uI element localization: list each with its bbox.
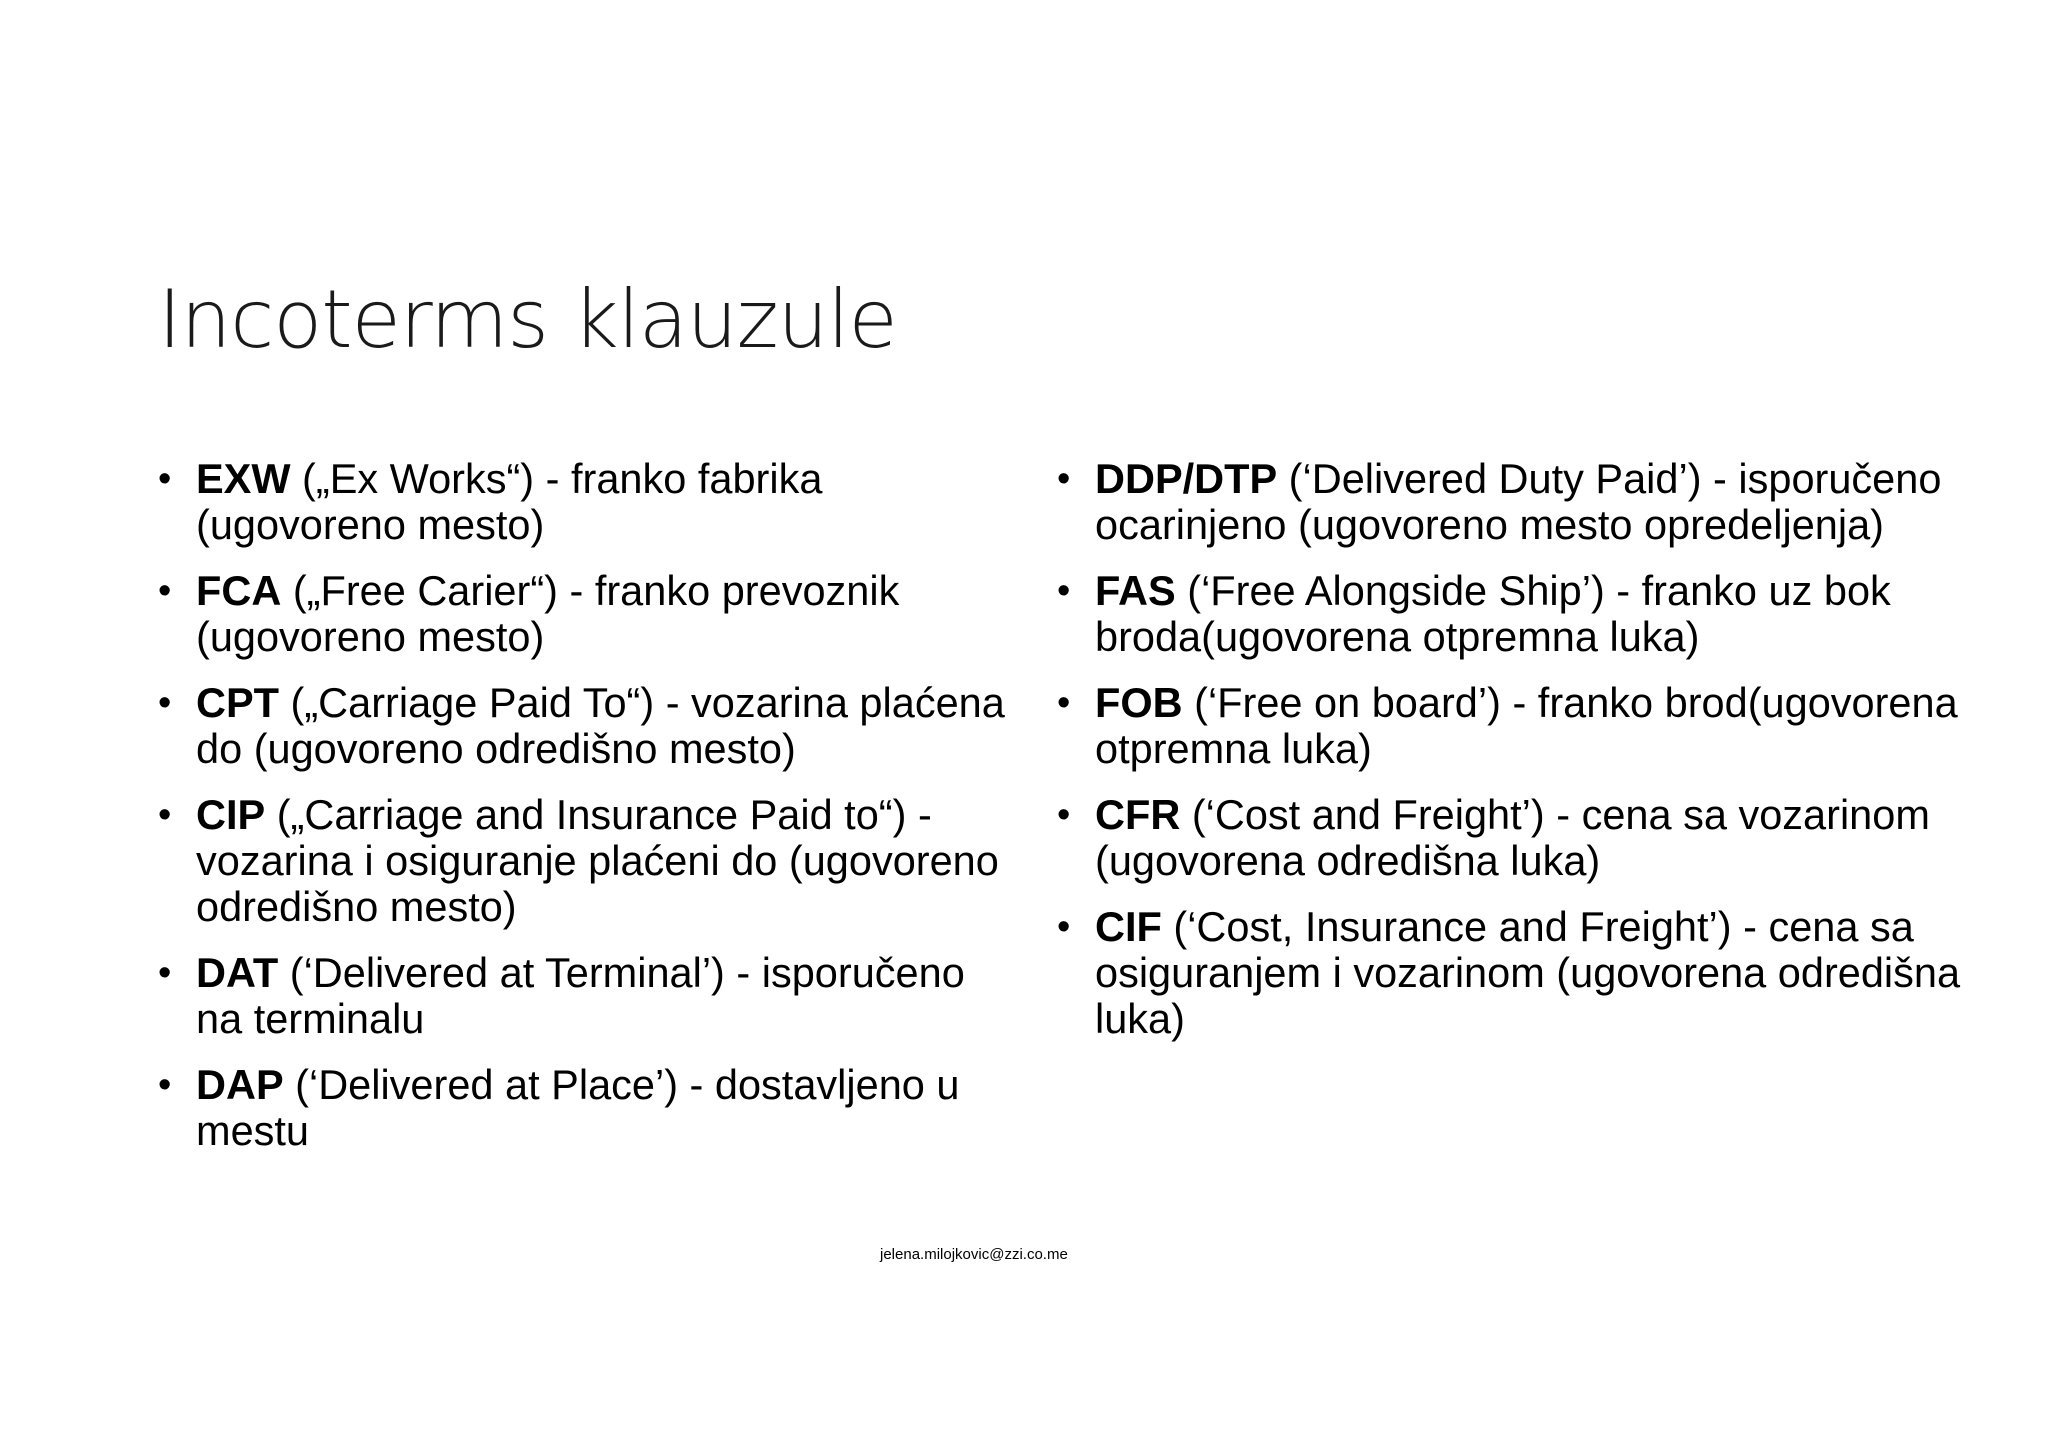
- list-item-dat: [158, 950, 1018, 1042]
- bullet-icon: •: [1057, 682, 1071, 724]
- term-description: (‘Cost and Freight’) - cena sa vozarinom (ugovorena odredišna luka): [1095, 791, 1930, 884]
- list-item-fob: [1057, 680, 2017, 772]
- list-item-cfr: [1057, 792, 2017, 884]
- term-code: CFR: [1095, 791, 1181, 838]
- bullet-icon: •: [1057, 570, 1071, 612]
- incoterms-list-right: [1057, 456, 2017, 1062]
- bullet-icon: •: [1057, 906, 1071, 948]
- term-description: („Carriage and Insurance Paid to“) - vozarina i osiguranje plaćeni do (ugovoreno odredišno mesto): [196, 791, 999, 930]
- list-item-exw: [158, 456, 1018, 548]
- term-description: (‘Cost, Insurance and Freight’) - cena sa osiguranjem i vozarinom (ugovorena odredišna luka): [1095, 903, 1961, 1042]
- term-code: CIF: [1095, 903, 1162, 950]
- term-description: (‘Delivered Duty Paid’) - isporučeno ocarinjeno (ugovoreno mesto opredeljenja): [1095, 455, 1942, 548]
- bullet-icon: •: [158, 952, 172, 994]
- footer-email: jelena.milojkovic@zzi.co.me: [880, 1246, 1068, 1263]
- list-item-fas: [1057, 568, 2017, 660]
- bullet-icon: •: [1057, 794, 1071, 836]
- term-description: („Ex Works“) - franko fabrika (ugovoreno mesto): [196, 455, 823, 548]
- term-code: FOB: [1095, 679, 1183, 726]
- term-code: CIP: [196, 791, 266, 838]
- term-description: (‘Delivered at Place’) - dostavljeno u mestu: [196, 1061, 960, 1154]
- bullet-icon: •: [1057, 458, 1071, 500]
- bullet-icon: •: [158, 682, 172, 724]
- list-item-cif: [1057, 904, 2017, 1042]
- term-description: (‘Free on board’) - franko brod(ugovorena otpremna luka): [1095, 679, 1958, 772]
- list-item-cpt: [158, 680, 1018, 772]
- term-description: (‘Delivered at Terminal’) - isporučeno na terminalu: [196, 949, 965, 1042]
- term-description: („Free Carier“) - franko prevoznik (ugovoreno mesto): [196, 567, 900, 660]
- term-code: CPT: [196, 679, 279, 726]
- list-item-dap: [158, 1062, 1018, 1154]
- list-item-cip: [158, 792, 1018, 930]
- term-code: FCA: [196, 567, 282, 614]
- term-code: DAT: [196, 949, 279, 996]
- bullet-icon: •: [158, 458, 172, 500]
- incoterms-list-left: [158, 456, 1018, 1174]
- term-code: FAS: [1095, 567, 1176, 614]
- term-description: („Carriage Paid To“) - vozarina plaćena do (ugovoreno odredišno mesto): [196, 679, 1005, 772]
- bullet-icon: •: [158, 570, 172, 612]
- list-item-fca: [158, 568, 1018, 660]
- term-description: (‘Free Alongside Ship’) - franko uz bok broda(ugovorena otpremna luka): [1095, 567, 1891, 660]
- list-item-ddp: [1057, 456, 2017, 548]
- term-code: EXW: [196, 455, 291, 502]
- slide-title: Incoterms klauzule: [158, 273, 897, 366]
- bullet-icon: •: [158, 1064, 172, 1106]
- term-code: DAP: [196, 1061, 284, 1108]
- term-code: DDP/DTP: [1095, 455, 1278, 502]
- bullet-icon: •: [158, 794, 172, 836]
